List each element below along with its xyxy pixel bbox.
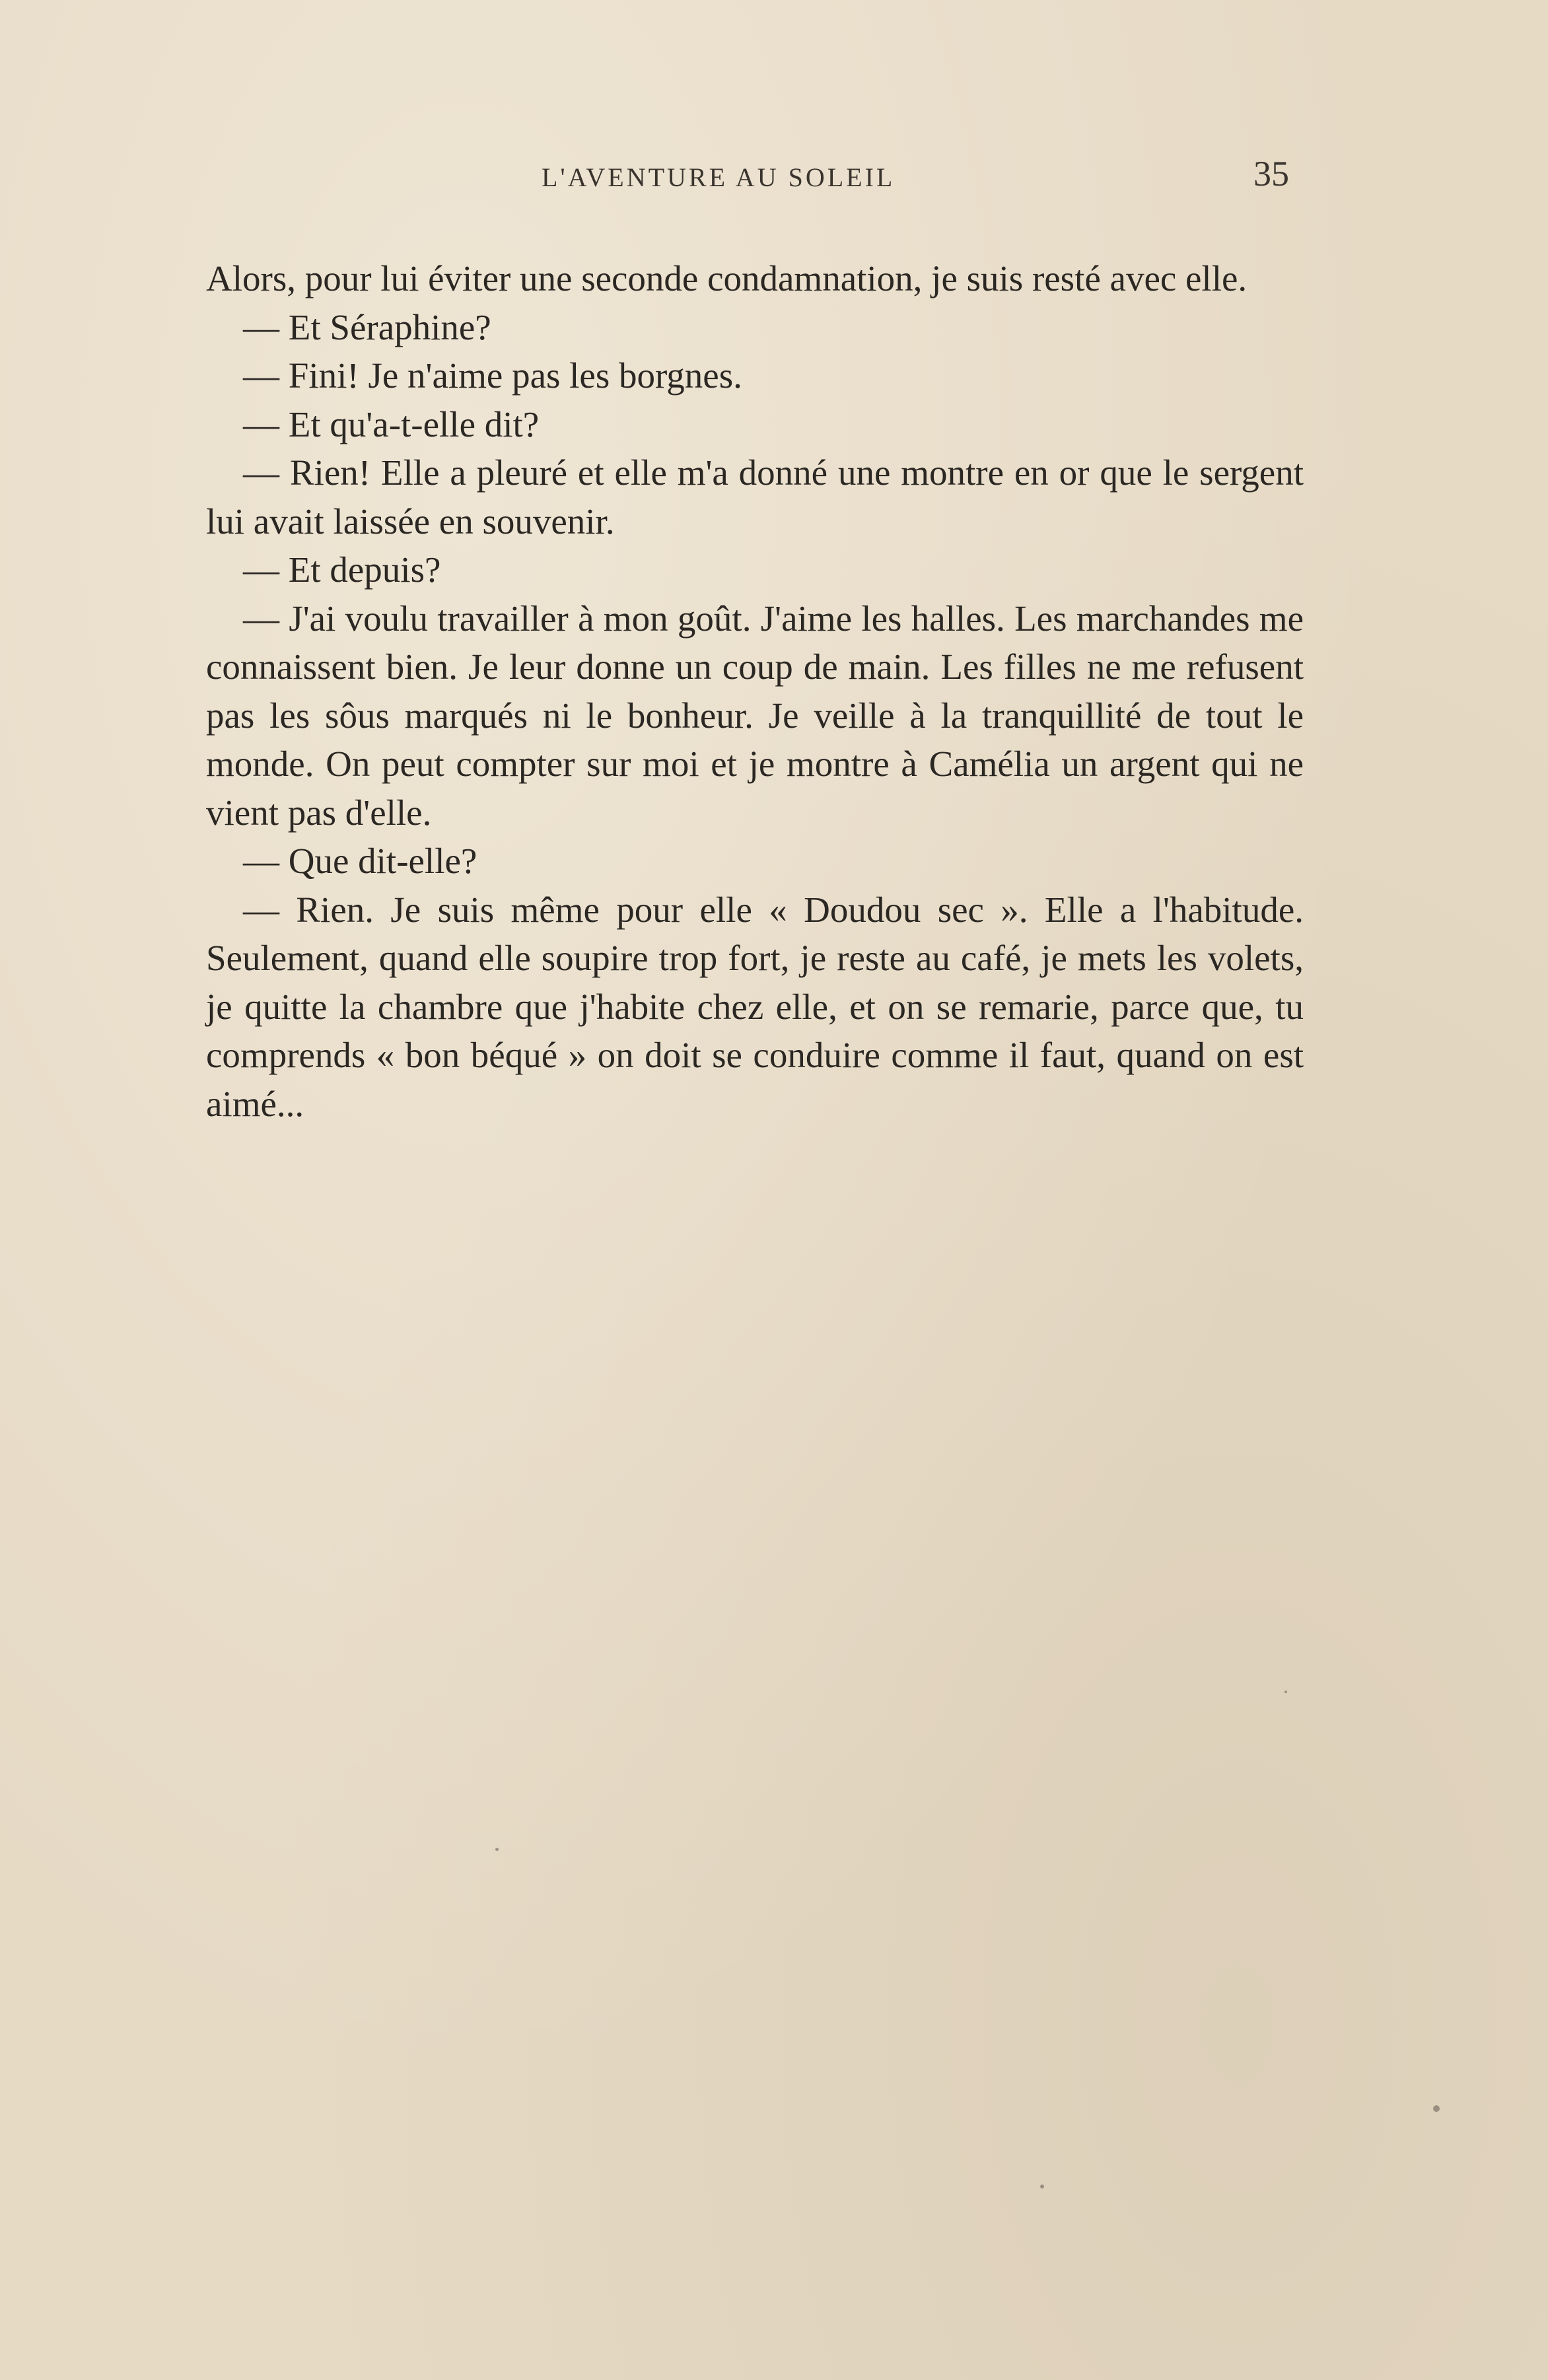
paragraph: — Et qu'a-t-elle dit? — [243, 403, 540, 444]
running-title: L'AVENTURE AU SOLEIL — [542, 162, 896, 192]
paper-speck — [1284, 1691, 1287, 1693]
paragraph: — Que dit-elle? — [243, 841, 477, 881]
paper-speck — [1433, 2105, 1440, 2112]
paragraph: — Fini! Je n'aime pas les borgnes. — [243, 355, 742, 396]
paragraph: — Et Séraphine? — [243, 306, 491, 347]
paragraph: — J'ai voulu travailler à mon goût. J'aime les halles. Les marchandes me connaissent bien. Je leur donne un coup de main. Les filles ne me refusent pas les sôus marqués ni le bonheur. Je veille à la tranquillité de tout le monde. On peut compter sur moi et je montre à Camélia un argent qui ne vient pas d'elle. — [206, 598, 1304, 833]
paragraph: — Et depuis? — [243, 549, 441, 590]
body-text — [206, 254, 1304, 1128]
paper-speck — [495, 1848, 499, 1851]
paragraph: Alors, pour lui éviter une seconde condamnation, je suis resté avec elle. — [206, 258, 1248, 298]
paragraph: — Rien! Elle a pleuré et elle m'a donné une montre en or que le sergent lui avait laissée en souvenir. — [206, 452, 1304, 542]
page-number: 35 — [1253, 154, 1289, 193]
paragraph: — Rien. Je suis même pour elle « Doudou sec ». Elle a l'habitude. Seulement, quand elle soupire trop fort, je reste au café, je mets les volets, je quitte la chambre que j'habite chez elle, et on se remarie, parce que, tu comprends « bon béqué » on doit se conduire comme il faut, quand on est aimé... — [206, 889, 1304, 1124]
paper-speck — [1040, 2185, 1044, 2188]
